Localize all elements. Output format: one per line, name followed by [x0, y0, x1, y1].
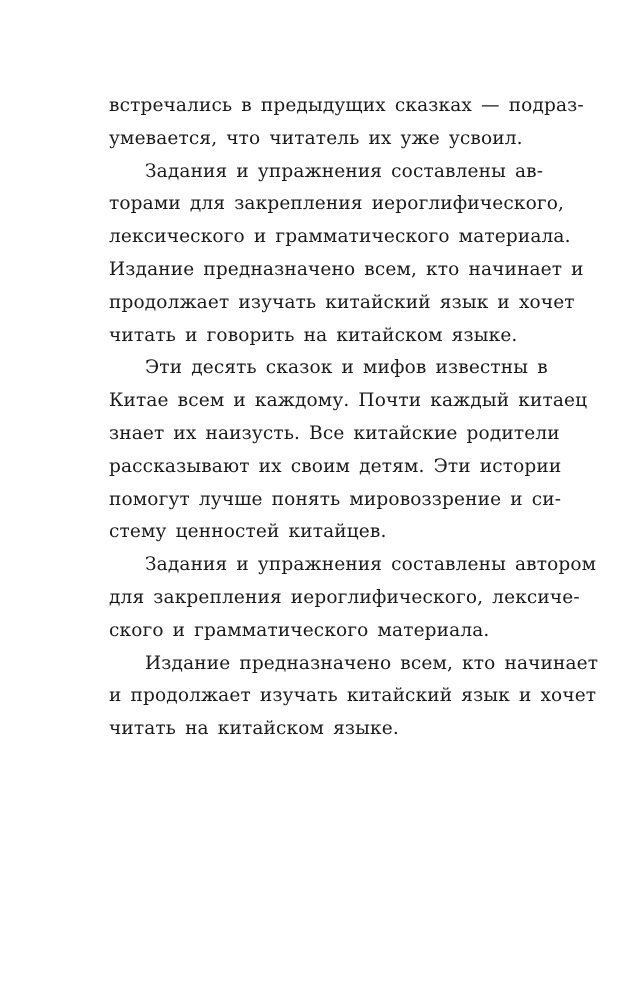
- text-line: ского и грамматического материала.: [109, 619, 490, 641]
- paragraph-5: [109, 648, 599, 746]
- text-line: Издание предназначено всем, кто начинает и: [109, 258, 584, 280]
- text-line: торами для закрепления иероглифического,: [109, 193, 565, 215]
- text-line: рассказывают их своим детям. Эти истории: [109, 455, 562, 477]
- text-line: читать на китайском языке.: [109, 718, 399, 740]
- paragraph-4: [109, 549, 597, 647]
- text-line: Китае всем и каждому. Почти каждый китаец: [109, 390, 588, 412]
- paragraph-1: [109, 90, 584, 156]
- text-line: стему ценностей китайцев.: [109, 521, 387, 543]
- text-line: лексического и грамматического материала.: [109, 226, 571, 248]
- paragraph-2: [109, 156, 584, 353]
- text-line: продолжает изучать китайский язык и хочет: [109, 291, 575, 313]
- text-line: встречались в предыдущих сказках — подраз-: [109, 95, 584, 116]
- text-line: Задания и упражнения составлены автором: [145, 554, 597, 576]
- text-line: помогут лучше понять мировоззрение и си-: [109, 488, 562, 510]
- text-line: Эти десять сказок и мифов известны в: [145, 357, 548, 379]
- text-line: для закрепления иероглифического, лексиче-: [109, 586, 580, 608]
- text-line: умевается, что читатель их уже усвоил.: [109, 127, 523, 149]
- text-line: читать и говорить на китайском языке.: [109, 324, 518, 346]
- paragraph-3: [109, 352, 588, 549]
- text-line: знает их наизусть. Все китайские родители: [109, 422, 560, 444]
- text-line: Задания и упражнения составлены ав-: [145, 160, 544, 182]
- text-line: Издание предназначено всем, кто начинает: [145, 652, 599, 674]
- text-line: и продолжает изучать китайский язык и хочет: [109, 685, 597, 707]
- body-text: [109, 90, 599, 746]
